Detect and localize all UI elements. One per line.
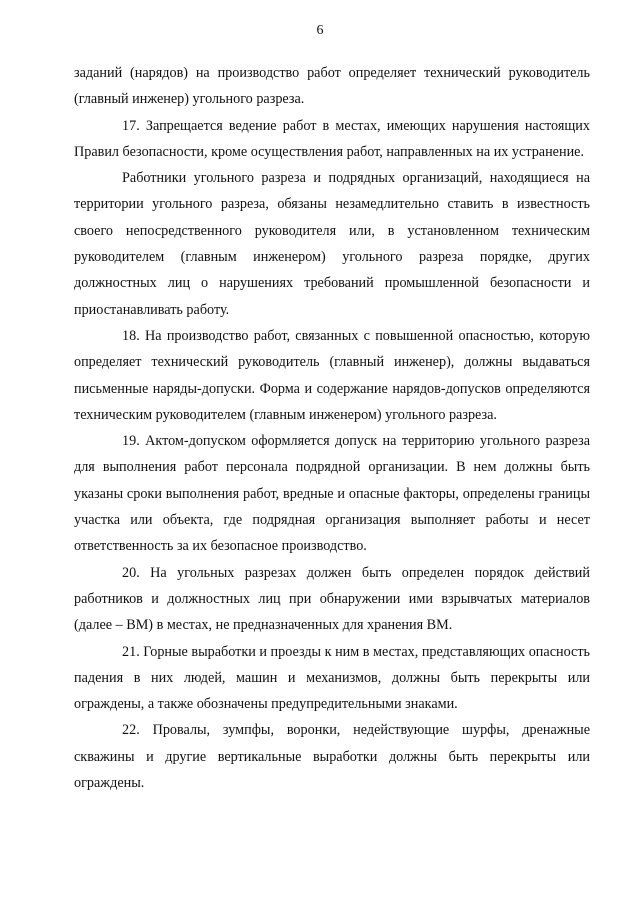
paragraph-18: 18. На производство работ, связанных с повышенной опасностью, которую определяет технический руководитель (главный инженер), должны выдаваться письменные наряды-допуски. Форма и содержание нарядов-допусков определяются техническим руководителем (главным инженером) угольного разреза. (74, 327, 590, 423)
paragraph-20: 20. На угольных разрезах должен быть определен порядок действий работников и должностных лиц при обнаружении ими взрывчатых материалов (далее – ВМ) в местах, не предназначенных для хранения ВМ. (74, 564, 590, 634)
paragraph-17: 17. Запрещается ведение работ в местах, имеющих нарушения настоящих Правил безопасности, кроме осуществления работ, направленных на их устранение. (74, 117, 590, 160)
paragraph-21: 21. Горные выработки и проезды к ним в местах, представляющих опасность падения в них людей, машин и механизмов, должны быть перекрыты или ограждены, а также обозначены предупредительными знаками. (74, 643, 590, 713)
document-body (74, 60, 590, 796)
paragraph-17-workers: Работники угольного разреза и подрядных организаций, находящиеся на территории угольного разреза, обязаны незамедлительно ставить в известность своего непосредственного руководителя или, в установленном техническим руководителем (главным инженером) угольного разреза порядке, других должностных лиц о нарушениях требований промышленной безопасности и приостанавливать работу. (74, 170, 590, 318)
paragraph-continuation: заданий (нарядов) на производство работ определяет технический руководитель (главный инженер) угольного разреза. (74, 65, 590, 108)
page-number: 6 (316, 23, 324, 38)
paragraph-22: 22. Провалы, зумпфы, воронки, недействующие шурфы, дренажные скважины и другие вертикальные выработки должны быть перекрыты или ограждены. (74, 722, 590, 792)
paragraph-19: 19. Актом-допуском оформляется допуск на территорию угольного разреза для выполнения работ персонала подрядной организации. В нем должны быть указаны сроки выполнения работ, вредные и опасные факторы, определены границы участка или объекта, где подрядная организация выполняет работы и несет ответственность за их безопасное производство. (74, 433, 590, 555)
